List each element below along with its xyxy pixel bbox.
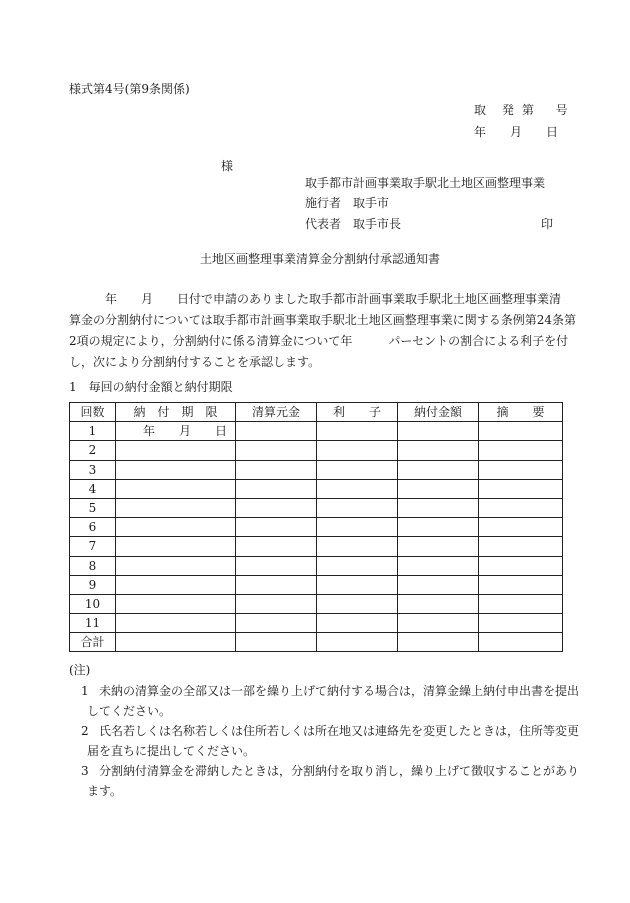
body-line: 2項の規定により，分割納付に係る清算金について年 パーセントの割合による利子を付	[69, 334, 569, 348]
table-cell	[116, 633, 236, 652]
row-number: 9	[70, 575, 116, 594]
table-cell	[479, 575, 563, 594]
table-cell	[398, 441, 479, 460]
sender-project: 取手都市計画事業取手駅北土地区画整理事業	[305, 176, 546, 190]
table-cell	[116, 441, 236, 460]
table-cell	[398, 498, 479, 517]
table-cell	[479, 479, 563, 498]
note-item	[69, 761, 580, 801]
row-number: 2	[70, 441, 116, 460]
table-cell	[398, 537, 479, 556]
table-cell	[236, 422, 317, 441]
table-cell	[479, 441, 563, 460]
section-heading: 1 毎回の納付金額と納付期限	[69, 380, 233, 394]
table-cell	[236, 594, 317, 613]
table-row	[70, 537, 563, 556]
form-label: 様式第4号(第9条関係)	[69, 82, 190, 96]
table-cell	[317, 556, 398, 575]
table-cell	[116, 594, 236, 613]
table-cell	[317, 479, 398, 498]
table-cell	[317, 575, 398, 594]
table-cell	[116, 537, 236, 556]
table-cell	[116, 460, 236, 479]
table-cell	[317, 460, 398, 479]
header-remarks: 摘 要	[479, 403, 563, 422]
document-date: 年 月 日	[474, 125, 559, 139]
table-cell	[317, 441, 398, 460]
note-number: 1	[81, 684, 89, 698]
payment-schedule-table	[69, 402, 563, 652]
header-principal: 清算元金	[236, 403, 317, 422]
table-cell	[398, 556, 479, 575]
table-cell	[236, 479, 317, 498]
table-cell	[398, 594, 479, 613]
note-text: 未納の清算金の全部又は一部を繰り上げて納付する場合は，清算金繰上納付申出書を提出	[99, 684, 580, 698]
document-number: 取 発 第 号	[474, 103, 570, 117]
table-cell	[317, 518, 398, 537]
table-cell	[479, 537, 563, 556]
table-cell	[236, 614, 317, 633]
row-number: 6	[70, 518, 116, 537]
note-text: 分割納付清算金を滞納したときは，分割納付を取り消し，繰り上げて徴収することがあり	[99, 764, 580, 778]
header-due-date: 納 付 期 限	[116, 403, 236, 422]
table-cell	[236, 518, 317, 537]
table-cell	[317, 498, 398, 517]
table-cell	[398, 422, 479, 441]
note-number: 3	[81, 764, 89, 778]
table-cell	[236, 575, 317, 594]
table-cell	[236, 441, 317, 460]
table-cell	[116, 479, 236, 498]
header-payment-amount: 納付金額	[398, 403, 479, 422]
table-cell	[317, 594, 398, 613]
header-interest: 利 子	[317, 403, 398, 422]
row-number: 1	[70, 422, 116, 441]
note-item	[69, 721, 580, 761]
table-row	[70, 575, 563, 594]
table-cell	[236, 633, 317, 652]
table-cell	[116, 556, 236, 575]
row-number: 5	[70, 498, 116, 517]
table-cell	[398, 633, 479, 652]
row-number: 3	[70, 460, 116, 479]
notes-heading: (注)	[69, 663, 91, 677]
table-cell	[236, 556, 317, 575]
row-number: 10	[70, 594, 116, 613]
table-cell	[317, 537, 398, 556]
table-cell	[116, 498, 236, 517]
table-cell	[398, 460, 479, 479]
body-paragraph	[69, 289, 577, 373]
table-row	[70, 479, 563, 498]
total-label: 合計	[70, 633, 116, 652]
table-cell	[479, 556, 563, 575]
table-cell	[116, 518, 236, 537]
body-line: 算金の分割納付については取手都市計画事業取手駅北土地区画整理事業に関する条例第24条第	[69, 313, 577, 327]
note-number: 2	[81, 724, 89, 738]
table-row	[70, 594, 563, 613]
row-number: 8	[70, 556, 116, 575]
table-cell	[236, 460, 317, 479]
table-cell	[116, 614, 236, 633]
table-cell	[398, 575, 479, 594]
table-row	[70, 556, 563, 575]
sender-representative: 代表者 取手市長	[305, 217, 402, 231]
note-item	[69, 681, 580, 721]
row-number: 4	[70, 479, 116, 498]
table-cell	[479, 594, 563, 613]
table-row	[70, 422, 563, 441]
note-text-continued: 届を直ちに提出してください。	[87, 744, 256, 758]
notes-section	[69, 661, 580, 801]
table-cell	[236, 498, 317, 517]
table-row	[70, 518, 563, 537]
note-text-continued: してください。	[87, 704, 172, 718]
body-line: し，次により分割納付することを承認します。	[69, 355, 321, 369]
body-line: 年 月 日付で申請のありました取手都市計画事業取手駅北土地区画整理事業清	[69, 292, 562, 306]
table-cell	[398, 614, 479, 633]
table-cell	[236, 537, 317, 556]
table-row	[70, 614, 563, 633]
table-cell	[479, 633, 563, 652]
table-cell	[479, 518, 563, 537]
sender-executor: 施行者 取手市	[305, 196, 390, 210]
table-cell	[479, 422, 563, 441]
document-title: 土地区画整理事業清算金分割納付承認通知書	[200, 252, 441, 266]
table-cell	[479, 614, 563, 633]
table-cell	[116, 575, 236, 594]
table-cell	[317, 614, 398, 633]
table-cell	[398, 518, 479, 537]
note-text: 氏名若しくは名称若しくは住所若しくは所在地又は連絡先を変更したときは，住所等変更	[99, 724, 580, 738]
table-header-row	[70, 403, 563, 422]
addressee: 様	[221, 159, 234, 173]
row-number: 11	[70, 614, 116, 633]
table-row	[70, 441, 563, 460]
due-date-cell: 年 月 日	[116, 422, 236, 441]
table-total-row	[70, 633, 563, 652]
note-text-continued: ます。	[87, 784, 123, 798]
table-cell	[479, 498, 563, 517]
table-row	[70, 498, 563, 517]
table-cell	[317, 633, 398, 652]
table-cell	[398, 479, 479, 498]
row-number: 7	[70, 537, 116, 556]
seal-mark: 印	[541, 217, 554, 231]
table-cell	[317, 422, 398, 441]
header-count: 回数	[70, 403, 116, 422]
table-cell	[479, 460, 563, 479]
table-row	[70, 460, 563, 479]
